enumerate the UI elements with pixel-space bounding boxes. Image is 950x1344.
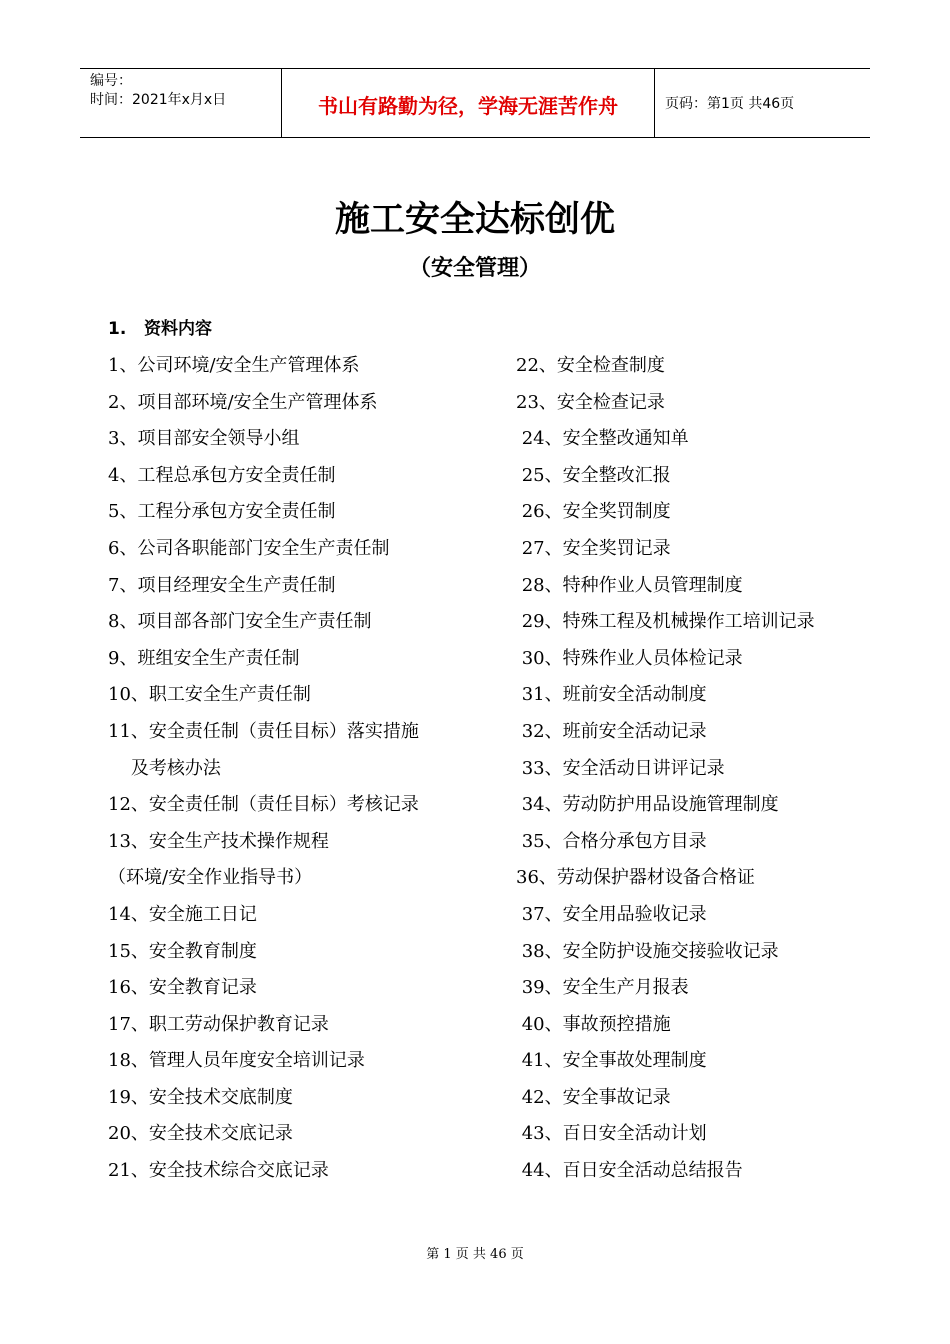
list-item: 3、项目部安全领导小组	[108, 428, 300, 450]
list-item: 6、公司各职能部门安全生产责任制	[108, 537, 390, 559]
document-subtitle: （安全管理）	[408, 256, 541, 281]
header-page-info: 页码：第1页 共46页	[665, 96, 795, 112]
list-item: 25、安全整改汇报	[516, 464, 671, 486]
list-item: 18、管理人员年度安全培训记录	[108, 1050, 365, 1072]
list-item: 40、事故预控措施	[516, 1013, 671, 1035]
section-number: 1.	[108, 319, 127, 339]
list-item: 23、安全检查记录	[516, 391, 665, 413]
list-item: 24、安全整改通知单	[516, 428, 689, 450]
list-item: 28、特种作业人员管理制度	[516, 574, 743, 596]
document-date: 时间：2021年x月x日	[90, 92, 227, 108]
list-item: 19、安全技术交底制度	[108, 1086, 293, 1108]
list-item: 42、安全事故记录	[516, 1086, 671, 1108]
list-item: 32、班前安全活动记录	[516, 720, 707, 742]
list-item: 36、劳动保护器材设备合格证	[516, 867, 755, 889]
list-item: 及考核办法	[108, 757, 221, 779]
list-item: 35、合格分承包方目录	[516, 830, 707, 852]
list-item: 22、安全检查制度	[516, 355, 665, 376]
list-item: 2、项目部环境/安全生产管理体系	[108, 391, 378, 413]
section-label: 资料内容	[144, 319, 212, 339]
list-item: 17、职工劳动保护教育记录	[108, 1013, 329, 1035]
list-item: 43、百日安全活动计划	[516, 1123, 707, 1145]
list-item: 12、安全责任制（责任目标）考核记录	[108, 794, 419, 816]
header-motto-cell	[282, 69, 655, 137]
list-item: 37、安全用品验收记录	[516, 903, 707, 925]
list-item: 27、安全奖罚记录	[516, 537, 671, 559]
list-item: 8、项目部各部门安全生产责任制	[108, 611, 372, 633]
list-item: 14、安全施工日记	[108, 903, 257, 925]
list-item: 9、班组安全生产责任制	[108, 647, 300, 669]
list-item: 34、劳动防护用品设施管理制度	[516, 794, 779, 816]
list-item: 7、项目经理安全生产责任制	[108, 574, 336, 596]
list-item: 1、公司环境/安全生产管理体系	[108, 355, 360, 376]
list-item: （环境/安全作业指导书）	[108, 867, 313, 889]
list-item: 29、特殊工程及机械操作工培训记录	[516, 611, 815, 633]
header-page-cell	[655, 69, 870, 137]
list-item: 13、安全生产技术操作规程	[108, 830, 329, 852]
document-number-label: 编号：	[90, 73, 132, 89]
list-item: 38、安全防护设施交接验收记录	[516, 940, 779, 962]
list-item: 26、安全奖罚制度	[516, 501, 671, 523]
section-heading	[108, 315, 212, 343]
list-item: 11、安全责任制（责任目标）落实措施	[108, 720, 419, 742]
right-item-list	[516, 348, 856, 1190]
document-header	[80, 68, 870, 138]
list-item: 5、工程分承包方安全责任制	[108, 501, 336, 523]
header-motto: 书山有路勤为径，学海无涯苦作舟	[318, 93, 618, 118]
list-item: 20、安全技术交底记录	[108, 1123, 293, 1145]
list-item: 41、安全事故处理制度	[516, 1050, 707, 1072]
list-item: 4、工程总承包方安全责任制	[108, 464, 336, 486]
list-item: 16、安全教育记录	[108, 977, 257, 999]
list-item: 33、安全活动日讲评记录	[516, 757, 725, 779]
header-meta-cell	[80, 69, 282, 137]
list-item: 39、安全生产月报表	[516, 977, 689, 999]
list-item: 15、安全教育制度	[108, 940, 257, 962]
document-title: 施工安全达标创优	[334, 200, 615, 240]
page-footer: 第 1 页 共 46 页	[426, 1247, 524, 1262]
list-item: 44、百日安全活动总结报告	[516, 1160, 743, 1182]
list-item: 21、安全技术综合交底记录	[108, 1160, 329, 1182]
list-item: 30、特殊作业人员体检记录	[516, 647, 743, 669]
left-item-list	[108, 348, 508, 1190]
list-item: 31、班前安全活动制度	[516, 684, 707, 706]
list-item: 10、职工安全生产责任制	[108, 684, 311, 706]
